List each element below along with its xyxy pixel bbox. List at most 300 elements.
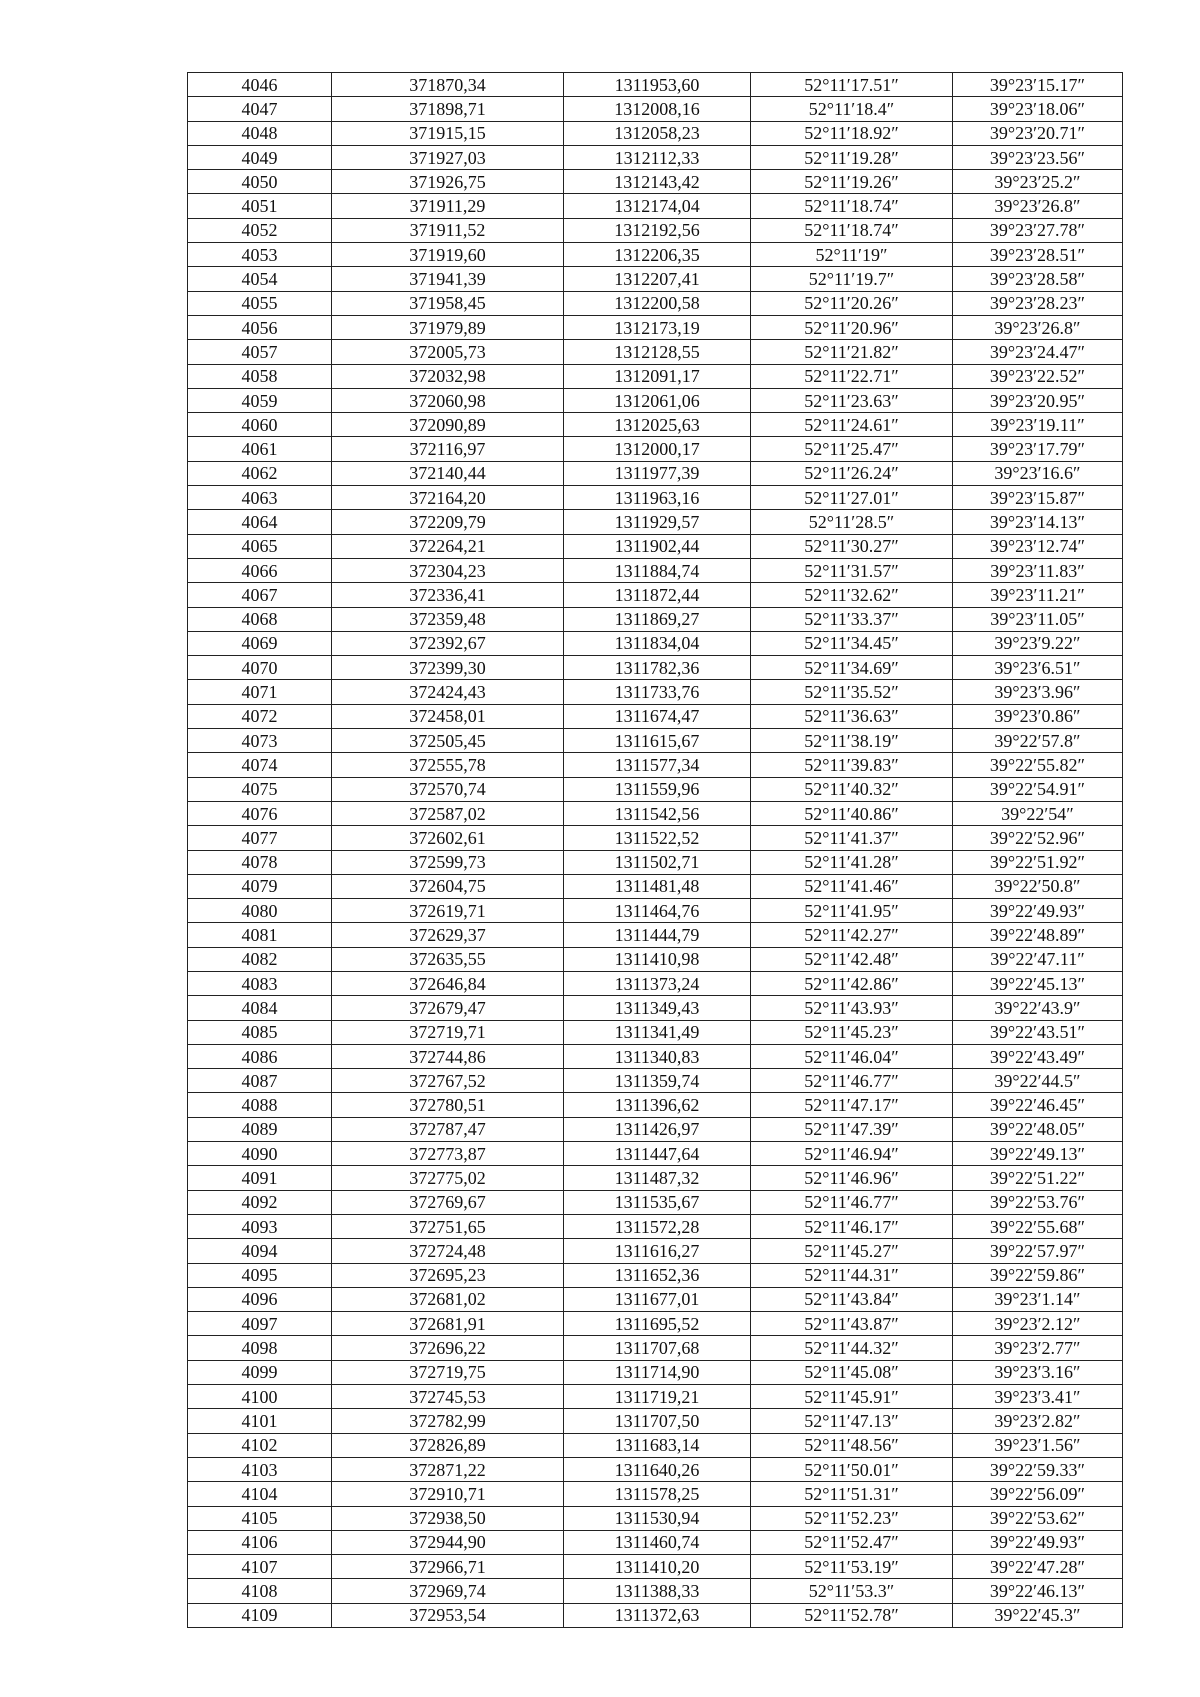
latitude-cell: 52°11′33.37″ — [751, 607, 953, 631]
latitude-cell: 52°11′36.63″ — [751, 704, 953, 728]
longitude-cell: 39°23′20.71″ — [953, 121, 1123, 145]
latitude-cell: 52°11′17.51″ — [751, 73, 953, 97]
latitude-cell: 52°11′43.93″ — [751, 996, 953, 1020]
latitude-cell: 52°11′34.45″ — [751, 631, 953, 655]
y-coordinate-cell: 1311695,52 — [564, 1312, 751, 1336]
table-row — [188, 510, 1123, 534]
x-coordinate-cell: 372969,74 — [332, 1579, 564, 1603]
y-coordinate-cell: 1312200,58 — [564, 291, 751, 315]
point-number-cell: 4064 — [188, 510, 332, 534]
latitude-cell: 52°11′52.23″ — [751, 1506, 953, 1530]
x-coordinate-cell: 372782,99 — [332, 1409, 564, 1433]
table-row — [188, 1385, 1123, 1409]
latitude-cell: 52°11′20.96″ — [751, 315, 953, 339]
y-coordinate-cell: 1311640,26 — [564, 1457, 751, 1481]
table-row — [188, 704, 1123, 728]
longitude-cell: 39°22′50.8″ — [953, 874, 1123, 898]
x-coordinate-cell: 372424,43 — [332, 680, 564, 704]
table-row — [188, 729, 1123, 753]
longitude-cell: 39°22′54.91″ — [953, 777, 1123, 801]
x-coordinate-cell: 372359,48 — [332, 607, 564, 631]
point-number-cell: 4092 — [188, 1190, 332, 1214]
longitude-cell: 39°22′47.28″ — [953, 1555, 1123, 1579]
latitude-cell: 52°11′42.86″ — [751, 971, 953, 995]
longitude-cell: 39°23′18.06″ — [953, 97, 1123, 121]
longitude-cell: 39°23′3.16″ — [953, 1360, 1123, 1384]
y-coordinate-cell: 1311460,74 — [564, 1530, 751, 1554]
coordinates-table-body — [188, 73, 1123, 1628]
y-coordinate-cell: 1311341,49 — [564, 1020, 751, 1044]
longitude-cell: 39°23′26.8″ — [953, 194, 1123, 218]
x-coordinate-cell: 372304,23 — [332, 558, 564, 582]
latitude-cell: 52°11′46.17″ — [751, 1214, 953, 1238]
y-coordinate-cell: 1311535,67 — [564, 1190, 751, 1214]
point-number-cell: 4069 — [188, 631, 332, 655]
longitude-cell: 39°22′44.5″ — [953, 1069, 1123, 1093]
point-number-cell: 4079 — [188, 874, 332, 898]
x-coordinate-cell: 371915,15 — [332, 121, 564, 145]
y-coordinate-cell: 1311559,96 — [564, 777, 751, 801]
x-coordinate-cell: 372679,47 — [332, 996, 564, 1020]
longitude-cell: 39°22′52.96″ — [953, 826, 1123, 850]
table-row — [188, 315, 1123, 339]
y-coordinate-cell: 1311929,57 — [564, 510, 751, 534]
table-row — [188, 1530, 1123, 1554]
x-coordinate-cell: 372871,22 — [332, 1457, 564, 1481]
y-coordinate-cell: 1311410,20 — [564, 1555, 751, 1579]
latitude-cell: 52°11′22.71″ — [751, 364, 953, 388]
x-coordinate-cell: 372392,67 — [332, 631, 564, 655]
longitude-cell: 39°23′24.47″ — [953, 340, 1123, 364]
point-number-cell: 4085 — [188, 1020, 332, 1044]
table-row — [188, 291, 1123, 315]
table-row — [188, 243, 1123, 267]
point-number-cell: 4050 — [188, 170, 332, 194]
y-coordinate-cell: 1312058,23 — [564, 121, 751, 145]
y-coordinate-cell: 1311977,39 — [564, 461, 751, 485]
x-coordinate-cell: 372164,20 — [332, 486, 564, 510]
table-row — [188, 1433, 1123, 1457]
latitude-cell: 52°11′42.27″ — [751, 923, 953, 947]
y-coordinate-cell: 1312143,42 — [564, 170, 751, 194]
table-row — [188, 1287, 1123, 1311]
y-coordinate-cell: 1311683,14 — [564, 1433, 751, 1457]
longitude-cell: 39°23′25.2″ — [953, 170, 1123, 194]
point-number-cell: 4089 — [188, 1117, 332, 1141]
longitude-cell: 39°22′45.13″ — [953, 971, 1123, 995]
longitude-cell: 39°23′17.79″ — [953, 437, 1123, 461]
y-coordinate-cell: 1311884,74 — [564, 558, 751, 582]
x-coordinate-cell: 372695,23 — [332, 1263, 564, 1287]
longitude-cell: 39°22′43.9″ — [953, 996, 1123, 1020]
table-row — [188, 899, 1123, 923]
latitude-cell: 52°11′18.74″ — [751, 218, 953, 242]
longitude-cell: 39°23′15.87″ — [953, 486, 1123, 510]
x-coordinate-cell: 372570,74 — [332, 777, 564, 801]
table-row — [188, 170, 1123, 194]
longitude-cell: 39°23′1.14″ — [953, 1287, 1123, 1311]
latitude-cell: 52°11′18.4″ — [751, 97, 953, 121]
y-coordinate-cell: 1311719,21 — [564, 1385, 751, 1409]
y-coordinate-cell: 1312008,16 — [564, 97, 751, 121]
point-number-cell: 4086 — [188, 1044, 332, 1068]
latitude-cell: 52°11′43.87″ — [751, 1312, 953, 1336]
table-row — [188, 534, 1123, 558]
x-coordinate-cell: 372599,73 — [332, 850, 564, 874]
longitude-cell: 39°22′48.05″ — [953, 1117, 1123, 1141]
longitude-cell: 39°22′53.62″ — [953, 1506, 1123, 1530]
latitude-cell: 52°11′20.26″ — [751, 291, 953, 315]
x-coordinate-cell: 372745,53 — [332, 1385, 564, 1409]
longitude-cell: 39°23′0.86″ — [953, 704, 1123, 728]
table-row — [188, 267, 1123, 291]
latitude-cell: 52°11′53.19″ — [751, 1555, 953, 1579]
longitude-cell: 39°22′47.11″ — [953, 947, 1123, 971]
point-number-cell: 4083 — [188, 971, 332, 995]
y-coordinate-cell: 1311359,74 — [564, 1069, 751, 1093]
point-number-cell: 4102 — [188, 1433, 332, 1457]
point-number-cell: 4091 — [188, 1166, 332, 1190]
table-row — [188, 1409, 1123, 1433]
latitude-cell: 52°11′19″ — [751, 243, 953, 267]
y-coordinate-cell: 1311481,48 — [564, 874, 751, 898]
point-number-cell: 4094 — [188, 1239, 332, 1263]
y-coordinate-cell: 1311396,62 — [564, 1093, 751, 1117]
longitude-cell: 39°22′51.22″ — [953, 1166, 1123, 1190]
table-row — [188, 850, 1123, 874]
point-number-cell: 4053 — [188, 243, 332, 267]
latitude-cell: 52°11′26.24″ — [751, 461, 953, 485]
y-coordinate-cell: 1311677,01 — [564, 1287, 751, 1311]
point-number-cell: 4058 — [188, 364, 332, 388]
table-row — [188, 437, 1123, 461]
table-row — [188, 631, 1123, 655]
x-coordinate-cell: 371919,60 — [332, 243, 564, 267]
table-row — [188, 73, 1123, 97]
longitude-cell: 39°22′59.86″ — [953, 1263, 1123, 1287]
table-row — [188, 971, 1123, 995]
latitude-cell: 52°11′52.47″ — [751, 1530, 953, 1554]
latitude-cell: 52°11′50.01″ — [751, 1457, 953, 1481]
y-coordinate-cell: 1312173,19 — [564, 315, 751, 339]
point-number-cell: 4052 — [188, 218, 332, 242]
y-coordinate-cell: 1311652,36 — [564, 1263, 751, 1287]
point-number-cell: 4068 — [188, 607, 332, 631]
y-coordinate-cell: 1312128,55 — [564, 340, 751, 364]
point-number-cell: 4046 — [188, 73, 332, 97]
longitude-cell: 39°23′22.52″ — [953, 364, 1123, 388]
y-coordinate-cell: 1311340,83 — [564, 1044, 751, 1068]
latitude-cell: 52°11′47.17″ — [751, 1093, 953, 1117]
y-coordinate-cell: 1311578,25 — [564, 1482, 751, 1506]
latitude-cell: 52°11′39.83″ — [751, 753, 953, 777]
table-row — [188, 388, 1123, 412]
latitude-cell: 52°11′41.37″ — [751, 826, 953, 850]
table-row — [188, 413, 1123, 437]
point-number-cell: 4076 — [188, 801, 332, 825]
table-row — [188, 801, 1123, 825]
x-coordinate-cell: 372336,41 — [332, 583, 564, 607]
table-row — [188, 1263, 1123, 1287]
x-coordinate-cell: 372646,84 — [332, 971, 564, 995]
latitude-cell: 52°11′24.61″ — [751, 413, 953, 437]
longitude-cell: 39°23′1.56″ — [953, 1433, 1123, 1457]
point-number-cell: 4101 — [188, 1409, 332, 1433]
y-coordinate-cell: 1311464,76 — [564, 899, 751, 923]
table-row — [188, 97, 1123, 121]
y-coordinate-cell: 1311388,33 — [564, 1579, 751, 1603]
y-coordinate-cell: 1311714,90 — [564, 1360, 751, 1384]
table-row — [188, 874, 1123, 898]
longitude-cell: 39°23′9.22″ — [953, 631, 1123, 655]
y-coordinate-cell: 1312206,35 — [564, 243, 751, 267]
x-coordinate-cell: 372751,65 — [332, 1214, 564, 1238]
y-coordinate-cell: 1311872,44 — [564, 583, 751, 607]
y-coordinate-cell: 1311707,68 — [564, 1336, 751, 1360]
table-row — [188, 1312, 1123, 1336]
point-number-cell: 4055 — [188, 291, 332, 315]
x-coordinate-cell: 372938,50 — [332, 1506, 564, 1530]
table-row — [188, 656, 1123, 680]
longitude-cell: 39°22′57.97″ — [953, 1239, 1123, 1263]
latitude-cell: 52°11′46.04″ — [751, 1044, 953, 1068]
longitude-cell: 39°22′55.68″ — [953, 1214, 1123, 1238]
latitude-cell: 52°11′35.52″ — [751, 680, 953, 704]
longitude-cell: 39°22′51.92″ — [953, 850, 1123, 874]
x-coordinate-cell: 372769,67 — [332, 1190, 564, 1214]
x-coordinate-cell: 372696,22 — [332, 1336, 564, 1360]
table-row — [188, 777, 1123, 801]
longitude-cell: 39°22′43.49″ — [953, 1044, 1123, 1068]
latitude-cell: 52°11′21.82″ — [751, 340, 953, 364]
y-coordinate-cell: 1312061,06 — [564, 388, 751, 412]
x-coordinate-cell: 372719,75 — [332, 1360, 564, 1384]
y-coordinate-cell: 1311542,56 — [564, 801, 751, 825]
point-number-cell: 4054 — [188, 267, 332, 291]
point-number-cell: 4095 — [188, 1263, 332, 1287]
latitude-cell: 52°11′27.01″ — [751, 486, 953, 510]
y-coordinate-cell: 1311447,64 — [564, 1142, 751, 1166]
point-number-cell: 4108 — [188, 1579, 332, 1603]
point-number-cell: 4066 — [188, 558, 332, 582]
point-number-cell: 4100 — [188, 1385, 332, 1409]
table-row — [188, 1214, 1123, 1238]
table-row — [188, 996, 1123, 1020]
latitude-cell: 52°11′51.31″ — [751, 1482, 953, 1506]
y-coordinate-cell: 1312174,04 — [564, 194, 751, 218]
point-number-cell: 4071 — [188, 680, 332, 704]
table-row — [188, 1166, 1123, 1190]
point-number-cell: 4080 — [188, 899, 332, 923]
table-row — [188, 486, 1123, 510]
longitude-cell: 39°22′53.76″ — [953, 1190, 1123, 1214]
point-number-cell: 4109 — [188, 1603, 332, 1627]
longitude-cell: 39°22′59.33″ — [953, 1457, 1123, 1481]
table-row — [188, 1117, 1123, 1141]
x-coordinate-cell: 372209,79 — [332, 510, 564, 534]
point-number-cell: 4107 — [188, 1555, 332, 1579]
latitude-cell: 52°11′45.23″ — [751, 1020, 953, 1044]
x-coordinate-cell: 372505,45 — [332, 729, 564, 753]
latitude-cell: 52°11′31.57″ — [751, 558, 953, 582]
point-number-cell: 4049 — [188, 145, 332, 169]
table-row — [188, 1142, 1123, 1166]
y-coordinate-cell: 1311572,28 — [564, 1214, 751, 1238]
latitude-cell: 52°11′30.27″ — [751, 534, 953, 558]
table-row — [188, 607, 1123, 631]
x-coordinate-cell: 372744,86 — [332, 1044, 564, 1068]
point-number-cell: 4106 — [188, 1530, 332, 1554]
y-coordinate-cell: 1311349,43 — [564, 996, 751, 1020]
longitude-cell: 39°23′15.17″ — [953, 73, 1123, 97]
y-coordinate-cell: 1311733,76 — [564, 680, 751, 704]
longitude-cell: 39°23′28.51″ — [953, 243, 1123, 267]
point-number-cell: 4088 — [188, 1093, 332, 1117]
point-number-cell: 4073 — [188, 729, 332, 753]
table-row — [188, 1190, 1123, 1214]
y-coordinate-cell: 1311953,60 — [564, 73, 751, 97]
longitude-cell: 39°22′49.13″ — [953, 1142, 1123, 1166]
longitude-cell: 39°23′11.83″ — [953, 558, 1123, 582]
longitude-cell: 39°23′26.8″ — [953, 315, 1123, 339]
latitude-cell: 52°11′45.91″ — [751, 1385, 953, 1409]
longitude-cell: 39°23′3.41″ — [953, 1385, 1123, 1409]
point-number-cell: 4103 — [188, 1457, 332, 1481]
x-coordinate-cell: 372775,02 — [332, 1166, 564, 1190]
point-number-cell: 4062 — [188, 461, 332, 485]
y-coordinate-cell: 1311963,16 — [564, 486, 751, 510]
point-number-cell: 4065 — [188, 534, 332, 558]
x-coordinate-cell: 372780,51 — [332, 1093, 564, 1117]
point-number-cell: 4051 — [188, 194, 332, 218]
longitude-cell: 39°23′3.96″ — [953, 680, 1123, 704]
y-coordinate-cell: 1312025,63 — [564, 413, 751, 437]
latitude-cell: 52°11′44.31″ — [751, 1263, 953, 1287]
x-coordinate-cell: 371870,34 — [332, 73, 564, 97]
latitude-cell: 52°11′48.56″ — [751, 1433, 953, 1457]
latitude-cell: 52°11′34.69″ — [751, 656, 953, 680]
latitude-cell: 52°11′41.46″ — [751, 874, 953, 898]
table-row — [188, 1360, 1123, 1384]
y-coordinate-cell: 1311616,27 — [564, 1239, 751, 1263]
y-coordinate-cell: 1311615,67 — [564, 729, 751, 753]
x-coordinate-cell: 372090,89 — [332, 413, 564, 437]
y-coordinate-cell: 1312207,41 — [564, 267, 751, 291]
table-row — [188, 680, 1123, 704]
y-coordinate-cell: 1311834,04 — [564, 631, 751, 655]
x-coordinate-cell: 372635,55 — [332, 947, 564, 971]
longitude-cell: 39°23′27.78″ — [953, 218, 1123, 242]
table-row — [188, 364, 1123, 388]
point-number-cell: 4077 — [188, 826, 332, 850]
table-row — [188, 923, 1123, 947]
y-coordinate-cell: 1311373,24 — [564, 971, 751, 995]
latitude-cell: 52°11′46.96″ — [751, 1166, 953, 1190]
table-row — [188, 1482, 1123, 1506]
table-row — [188, 558, 1123, 582]
x-coordinate-cell: 372619,71 — [332, 899, 564, 923]
point-number-cell: 4104 — [188, 1482, 332, 1506]
y-coordinate-cell: 1311522,52 — [564, 826, 751, 850]
table-row — [188, 947, 1123, 971]
x-coordinate-cell: 371911,29 — [332, 194, 564, 218]
x-coordinate-cell: 372629,37 — [332, 923, 564, 947]
longitude-cell: 39°23′2.82″ — [953, 1409, 1123, 1433]
longitude-cell: 39°23′11.05″ — [953, 607, 1123, 631]
point-number-cell: 4098 — [188, 1336, 332, 1360]
x-coordinate-cell: 372767,52 — [332, 1069, 564, 1093]
latitude-cell: 52°11′40.86″ — [751, 801, 953, 825]
y-coordinate-cell: 1311902,44 — [564, 534, 751, 558]
table-row — [188, 1239, 1123, 1263]
point-number-cell: 4097 — [188, 1312, 332, 1336]
point-number-cell: 4057 — [188, 340, 332, 364]
latitude-cell: 52°11′45.27″ — [751, 1239, 953, 1263]
x-coordinate-cell: 372604,75 — [332, 874, 564, 898]
table-row — [188, 1457, 1123, 1481]
longitude-cell: 39°23′14.13″ — [953, 510, 1123, 534]
latitude-cell: 52°11′45.08″ — [751, 1360, 953, 1384]
x-coordinate-cell: 372116,97 — [332, 437, 564, 461]
latitude-cell: 52°11′47.13″ — [751, 1409, 953, 1433]
point-number-cell: 4056 — [188, 315, 332, 339]
point-number-cell: 4090 — [188, 1142, 332, 1166]
x-coordinate-cell: 372264,21 — [332, 534, 564, 558]
x-coordinate-cell: 371927,03 — [332, 145, 564, 169]
point-number-cell: 4096 — [188, 1287, 332, 1311]
latitude-cell: 52°11′46.77″ — [751, 1190, 953, 1214]
x-coordinate-cell: 371979,89 — [332, 315, 564, 339]
point-number-cell: 4061 — [188, 437, 332, 461]
point-number-cell: 4047 — [188, 97, 332, 121]
point-number-cell: 4072 — [188, 704, 332, 728]
table-row — [188, 1336, 1123, 1360]
latitude-cell: 52°11′40.32″ — [751, 777, 953, 801]
x-coordinate-cell: 372005,73 — [332, 340, 564, 364]
coordinates-table — [187, 72, 1123, 1628]
y-coordinate-cell: 1311530,94 — [564, 1506, 751, 1530]
table-row — [188, 145, 1123, 169]
latitude-cell: 52°11′42.48″ — [751, 947, 953, 971]
x-coordinate-cell: 372555,78 — [332, 753, 564, 777]
table-row — [188, 826, 1123, 850]
y-coordinate-cell: 1311444,79 — [564, 923, 751, 947]
longitude-cell: 39°22′43.51″ — [953, 1020, 1123, 1044]
longitude-cell: 39°23′2.12″ — [953, 1312, 1123, 1336]
y-coordinate-cell: 1311782,36 — [564, 656, 751, 680]
latitude-cell: 52°11′32.62″ — [751, 583, 953, 607]
x-coordinate-cell: 372944,90 — [332, 1530, 564, 1554]
longitude-cell: 39°22′56.09″ — [953, 1482, 1123, 1506]
x-coordinate-cell: 372458,01 — [332, 704, 564, 728]
longitude-cell: 39°23′2.77″ — [953, 1336, 1123, 1360]
y-coordinate-cell: 1311869,27 — [564, 607, 751, 631]
table-row — [188, 1093, 1123, 1117]
point-number-cell: 4075 — [188, 777, 332, 801]
x-coordinate-cell: 372587,02 — [332, 801, 564, 825]
latitude-cell: 52°11′52.78″ — [751, 1603, 953, 1627]
x-coordinate-cell: 372910,71 — [332, 1482, 564, 1506]
longitude-cell: 39°23′20.95″ — [953, 388, 1123, 412]
x-coordinate-cell: 372826,89 — [332, 1433, 564, 1457]
table-row — [188, 340, 1123, 364]
latitude-cell: 52°11′41.28″ — [751, 850, 953, 874]
longitude-cell: 39°23′28.23″ — [953, 291, 1123, 315]
x-coordinate-cell: 372032,98 — [332, 364, 564, 388]
x-coordinate-cell: 372140,44 — [332, 461, 564, 485]
latitude-cell: 52°11′46.77″ — [751, 1069, 953, 1093]
table-row — [188, 583, 1123, 607]
